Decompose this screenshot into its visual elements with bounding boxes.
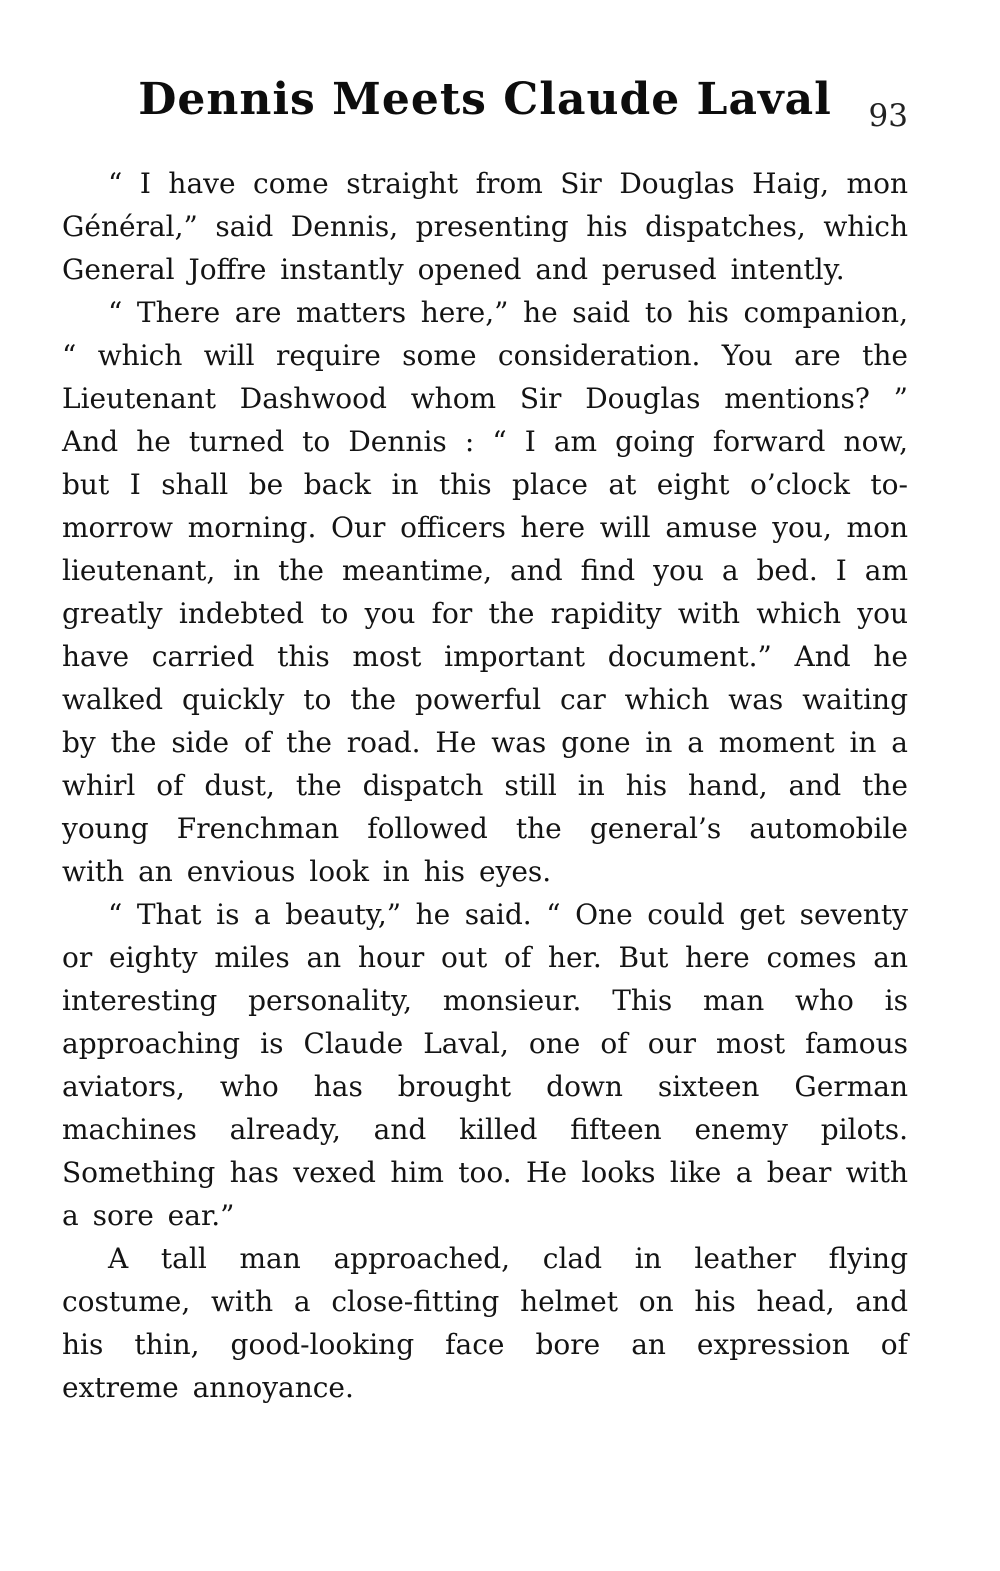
page-number: 93	[868, 98, 908, 134]
page-header	[62, 0, 908, 136]
paragraph: A tall man approached, clad in leather flying costume, with a close-fitting helmet on his head, and his thin, good-looking face bore an expression of extreme annoyance.	[62, 1242, 908, 1404]
page-title: Dennis Meets Claude Laval	[138, 74, 832, 125]
paragraph: “ I have come straight from Sir Douglas Haig, mon Général,” said Dennis, presenting his dispatches, which General Joffre instantly opened and perused intently.	[62, 167, 908, 286]
page-body	[62, 162, 908, 1409]
paragraph: “ There are matters here,” he said to his companion, “ which will require some consideration. You are the Lieutenant Dashwood whom Sir Douglas mentions? ” And he turned to Dennis : “ I am going forward now, but I shall be back in this place at eight o’clock to-morrow morning. Our officers here will amuse you, mon lieutenant, in the meantime, and find you a bed. I am greatly indebted to you for the rapidity with which you have carried this most important document.” And he walked quickly to the powerful car which was waiting by the side of the road. He was gone in a moment in a whirl of dust, the dispatch still in his hand, and the young Frenchman followed the general’s automobile with an envious look in his eyes.	[62, 296, 908, 888]
paragraph: “ That is a beauty,” he said. “ One could get seventy or eighty miles an hour out of her. But here comes an interesting personality, monsieur. This man who is approaching is Claude Laval, one of our most famous aviators, who has brought down sixteen German machines already, and killed fifteen enemy pilots. Something has vexed him too. He looks like a bear with a sore ear.”	[62, 898, 908, 1232]
